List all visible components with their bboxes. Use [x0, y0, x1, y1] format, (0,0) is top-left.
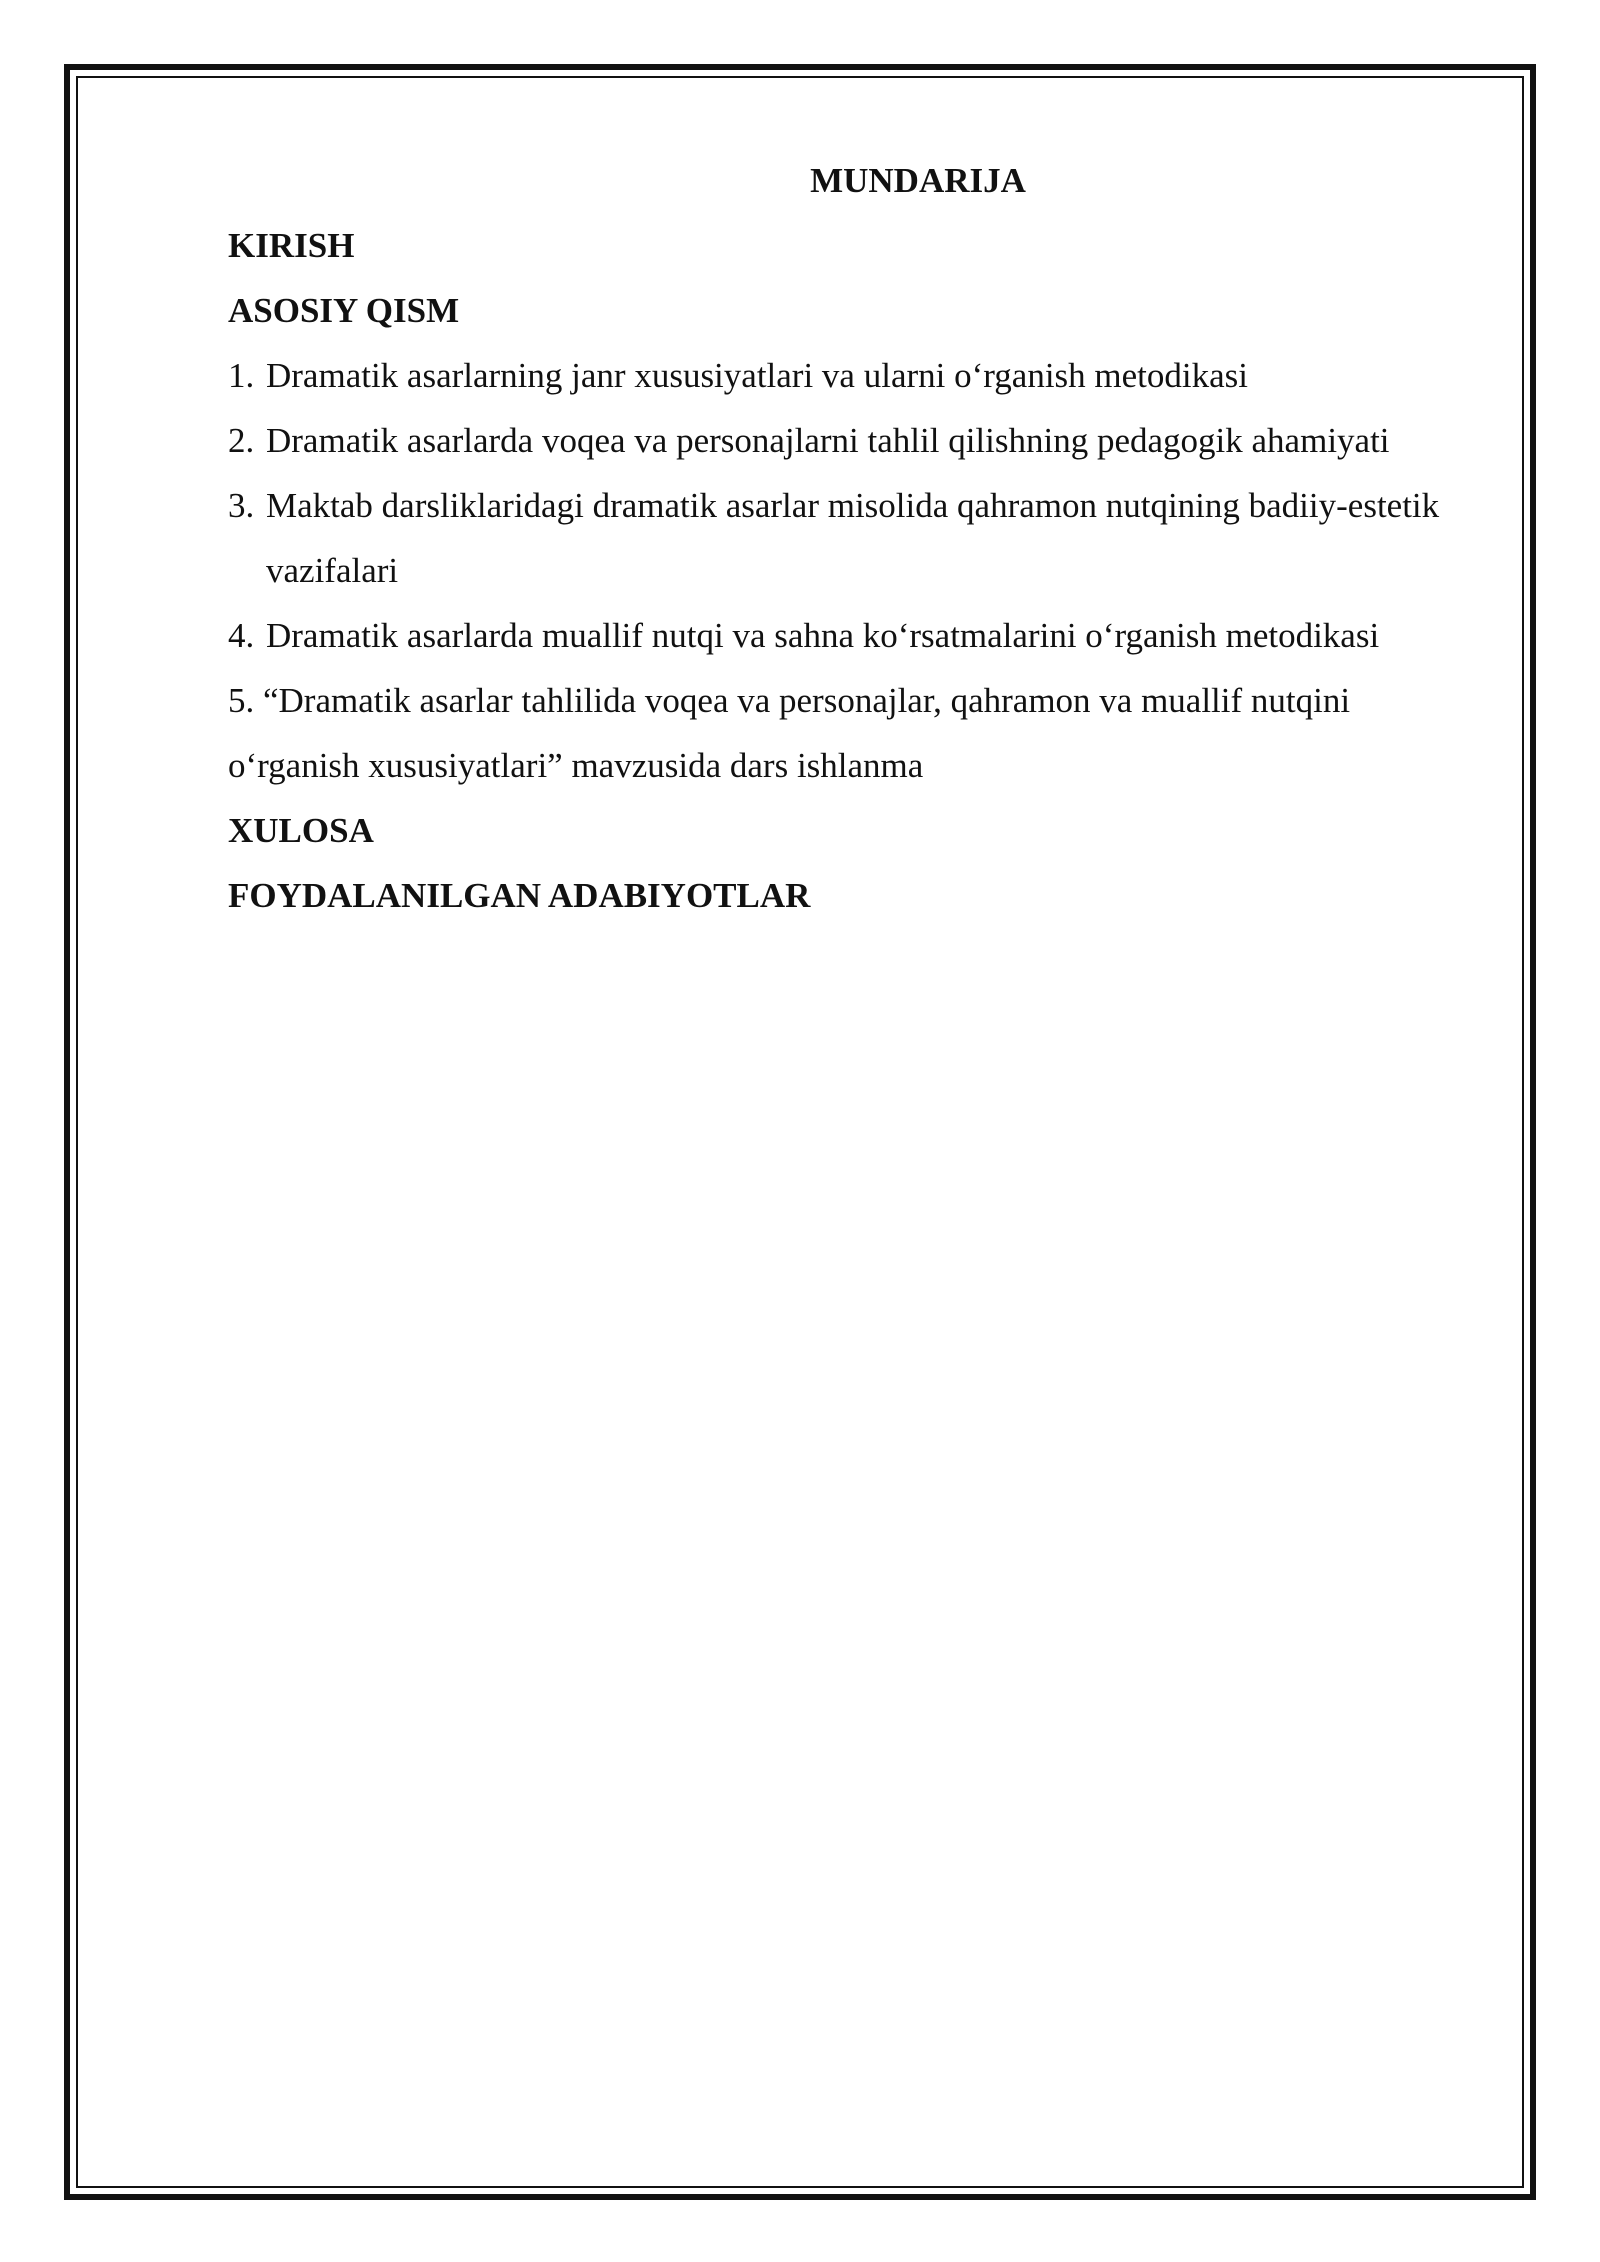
- toc-item-text: Maktab darsliklaridagi dramatik asarlar misolida qahramon nutqining badiiy-estetik vazifalari: [266, 486, 1440, 590]
- toc-item-number: 1.: [228, 356, 255, 395]
- toc-item-1: [228, 343, 1488, 408]
- toc-item-5: [228, 668, 1488, 798]
- toc-conclusion: XULOSA: [228, 811, 374, 850]
- toc-item-number: 5.: [228, 681, 255, 720]
- toc-item-2: [228, 408, 1488, 473]
- toc-item-text: Dramatik asarlarda voqea va personajlarni tahlil qilishning pedagogik ahamiyati: [266, 421, 1390, 460]
- toc-item-text: “Dramatik asarlar tahlilida voqea va personajlar, qahramon va muallif nutqini o‘rganish xususiyatlari” mavzusida dars ishlanma: [228, 681, 1351, 785]
- toc-item-text: Dramatik asarlarda muallif nutqi va sahna ko‘rsatmalarini o‘rganish metodikasi: [266, 616, 1380, 655]
- toc-item-4: [228, 603, 1488, 668]
- toc-title: MUNDARIJA: [810, 161, 1026, 200]
- table-of-contents: [228, 148, 1488, 928]
- toc-intro: KIRISH: [228, 226, 355, 265]
- toc-item-3: [228, 473, 1488, 603]
- toc-item-number: 2.: [228, 421, 255, 460]
- toc-references: FOYDALANILGAN ADABIYOTLAR: [228, 876, 811, 915]
- toc-item-text: Dramatik asarlarning janr xususiyatlari va ularni o‘rganish metodikasi: [266, 356, 1248, 395]
- toc-item-number: 4.: [228, 616, 255, 655]
- toc-main-part: ASOSIY QISM: [228, 291, 460, 330]
- toc-item-number: 3.: [228, 486, 255, 525]
